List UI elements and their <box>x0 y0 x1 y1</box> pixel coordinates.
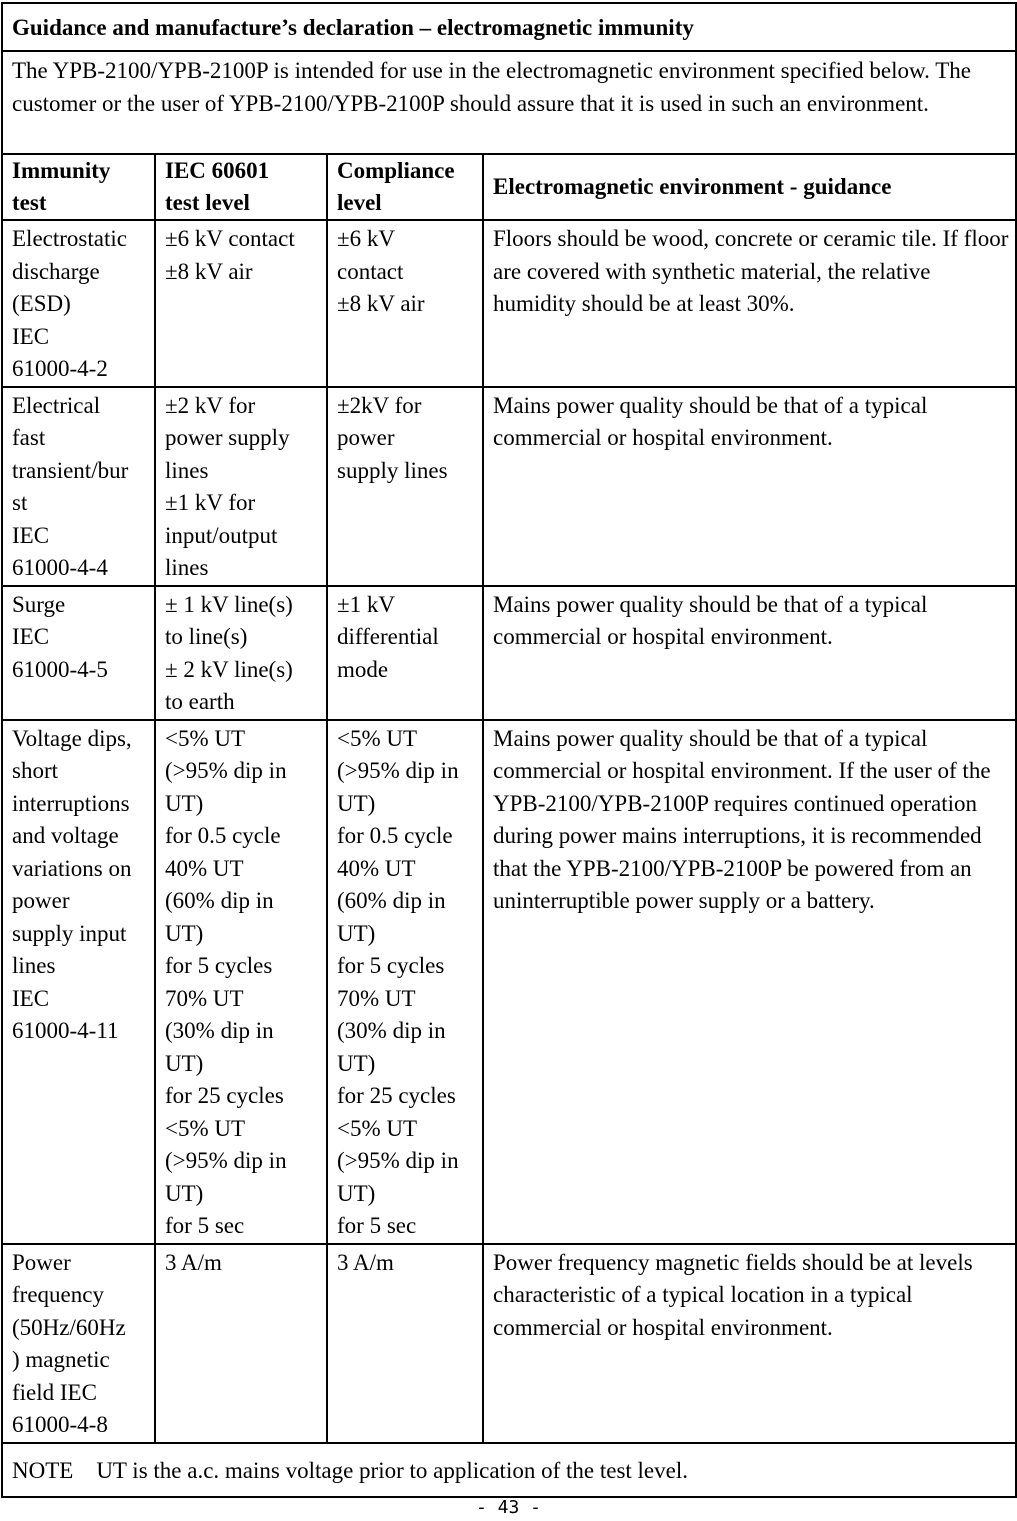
cell-immunity-test: Electrical fast transient/bur st IEC 61000-4-4 <box>2 387 155 586</box>
cell-guidance: Mains power quality should be that of a typical commercial or hospital environment. <box>483 586 1016 720</box>
table-row <box>2 387 1016 586</box>
cell-compliance-level: ±2kV for power supply lines <box>327 387 483 586</box>
header-guidance: Electromagnetic environment - guidance <box>483 154 1016 220</box>
header-immunity-test: Immunity test <box>2 154 155 220</box>
header-compliance-level: Compliance level <box>327 154 483 220</box>
intro-text: The YPB-2100/YPB-2100P is intended for use in the electromagnetic environment specified below. The customer or the user of YPB-2100/YPB-2100P should assure that it is used in such an environment. <box>2 51 1016 154</box>
cell-test-level: 3 A/m <box>155 1244 327 1443</box>
table-row <box>2 720 1016 1244</box>
cell-test-level: ±2 kV for power supply lines ±1 kV for input/output lines <box>155 387 327 586</box>
header-test-level: IEC 60601 test level <box>155 154 327 220</box>
cell-immunity-test: Electrostatic discharge (ESD) IEC 61000-4-2 <box>2 220 155 387</box>
cell-guidance: Mains power quality should be that of a typical commercial or hospital environment. <box>483 387 1016 586</box>
cell-compliance-level: 3 A/m <box>327 1244 483 1443</box>
cell-immunity-test: Voltage dips, short interruptions and voltage variations on power supply input lines IEC 61000-4-11 <box>2 720 155 1244</box>
cell-compliance-level: <5% UT (>95% dip in UT) for 0.5 cycle 40% UT (60% dip in UT) for 5 cycles 70% UT (30% dip in UT) for 25 cycles <5% UT (>95% dip in UT) for 5 sec <box>327 720 483 1244</box>
cell-compliance-level: ±1 kV differential mode <box>327 586 483 720</box>
cell-test-level: ±6 kV contact ±8 kV air <box>155 220 327 387</box>
table-row <box>2 1244 1016 1443</box>
header-row <box>2 154 1016 220</box>
cell-compliance-level: ±6 kV contact ±8 kV air <box>327 220 483 387</box>
table-note: NOTE UT is the a.c. mains voltage prior to application of the test level. <box>2 1443 1016 1497</box>
table-row <box>2 586 1016 720</box>
table-title: Guidance and manufacture’s declaration – electromagnetic immunity <box>2 3 1016 51</box>
cell-guidance: Power frequency magnetic fields should be at levels characteristic of a typical location in a typical commercial or hospital environment. <box>483 1244 1016 1443</box>
page-number: - 43 - <box>475 1497 542 1518</box>
immunity-declaration-table <box>1 2 1017 1498</box>
cell-test-level: <5% UT (>95% dip in UT) for 0.5 cycle 40% UT (60% dip in UT) for 5 cycles 70% UT (30% dip in UT) for 25 cycles <5% UT (>95% dip in UT) for 5 sec <box>155 720 327 1244</box>
cell-test-level: ± 1 kV line(s) to line(s) ± 2 kV line(s) to earth <box>155 586 327 720</box>
cell-guidance: Mains power quality should be that of a typical commercial or hospital environment. If the user of the YPB-2100/YPB-2100P requires continued operation during power mains interruptions, it is recommended that the YPB-2100/YPB-2100P be powered from an uninterruptible power supply or a battery. <box>483 720 1016 1244</box>
table-row <box>2 220 1016 387</box>
cell-immunity-test: Power frequency (50Hz/60Hz ) magnetic field IEC 61000-4-8 <box>2 1244 155 1443</box>
cell-guidance: Floors should be wood, concrete or ceramic tile. If floor are covered with synthetic material, the relative humidity should be at least 30%. <box>483 220 1016 387</box>
cell-immunity-test: Surge IEC 61000-4-5 <box>2 586 155 720</box>
